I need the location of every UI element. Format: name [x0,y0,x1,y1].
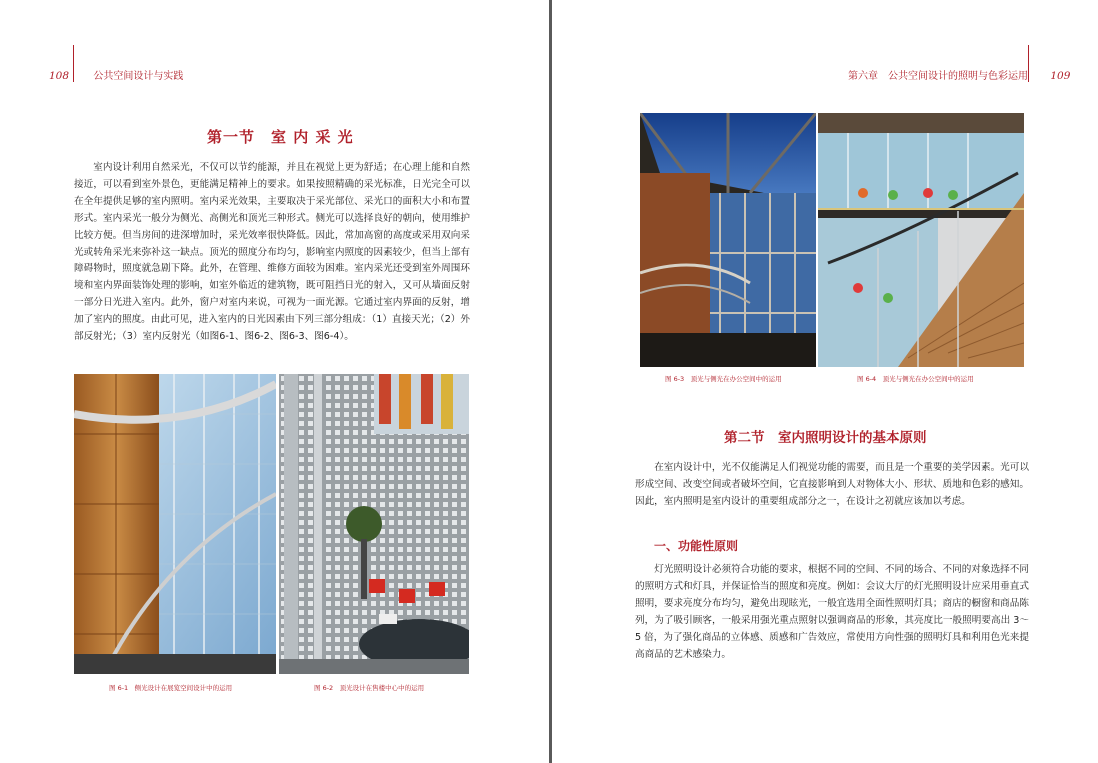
section-title: 第二节 室内照明设计的基本原则 [724,430,927,446]
figure-6-3-caption: 图 6-3 顶光与侧光在办公空间中的运用 [665,375,782,383]
page-header-right [848,67,1070,82]
body-paragraph-2: 灯光照明设计必须符合功能的要求，根据不同的空间、不同的场合、不同的对象选择不同的照明方式和灯具，并保证恰当的照度和亮度。例如：会议大厅的灯光照明设计应采用垂直式照明，要求亮度分布均匀，避免出现眩光，一般宜选用全面性照明灯具；商店的橱窗和商品陈列，为了吸引顾客，一般采用强光重点照射以强调商品的形象，其亮度比一般照明要高出 3～5 倍，为了强化商品的立体感、质感和广告效应，常使用方向性强的照明灯具和利用色光来提高商品的艺术感染力。 [635,564,1029,660]
body-paragraph-1: 在室内设计中，光不仅能满足人们视觉功能的需要，而且是一个重要的美学因素。光可以形成空间、改变空间或者破坏空间，它直接影响到人对物体大小、形状、质地和色彩的感知。因此，室内照明是室内设计的重要组成部分之一，在设计之初就应该加以考虑。 [635,462,1029,507]
running-title: 第六章 公共空间设计的照明与色彩运用 [848,71,1028,82]
figure-6-4-photo [818,113,1024,367]
running-title: 公共空间设计与实践 [93,71,184,82]
figure-6-1-photo [74,374,276,674]
figure-6-2-caption: 图 6-2 顶光设计在售楼中心中的运用 [314,684,425,692]
figure-6-4-caption: 图 6-4 顶光与侧光在办公空间中的运用 [857,375,974,383]
figure-6-2-photo [279,374,469,674]
page-number: 109 [1050,70,1071,82]
figure-6-3-photo [640,113,816,367]
section-title: 第一节 室 内 采 光 [207,128,354,146]
body-paragraph: 室内设计利用自然采光，不仅可以节约能源，并且在视觉上更为舒适；在心理上能和自然接近，可以看到室外景色，更能满足精神上的要求。如果按照精确的采光标准，日光完全可以在全年提供足够的室内照明。室内采光效果，主要取决于采光部位、采光口的面积大小和布置形式。室内采光一般分为侧光、高侧光和顶光三种形式。侧光可以选择良好的朝向，使用维护比较方便。但当房间的进深增加时，采光效率很快降低。因此，常加高窗的高度或采用双向采光或转角采光来弥补这一缺点。顶光的照度分布均匀，影响室内照度的因素较少，但当上部有障碍物时，照度就急剧下降。此外，在管理、维修方面较为困难。室内采光还受到室外周围环境和室内界面装饰处理的影响，如室外临近的建筑物，既可阻挡日光的射入，又可从墙面反射一部分日光进入室内。此外，窗户对室内来说，可视为一面光源。它通过室内界面的反射，增加了室内的照度。由此可见，进入室内的日光因素由下列三部分组成：（1）直接天光；（2）外部反射光；（3）室内反射光（如图6-1、图6-2、图6-3、图6-4）。 [74,162,470,343]
page-header-left [49,67,183,82]
subsection-title: 一、功能性原则 [654,539,739,553]
page-number: 108 [49,70,70,82]
right-page [552,0,1098,763]
figure-6-1-caption: 图 6-1 侧光设计在展览空间设计中的运用 [109,684,233,692]
